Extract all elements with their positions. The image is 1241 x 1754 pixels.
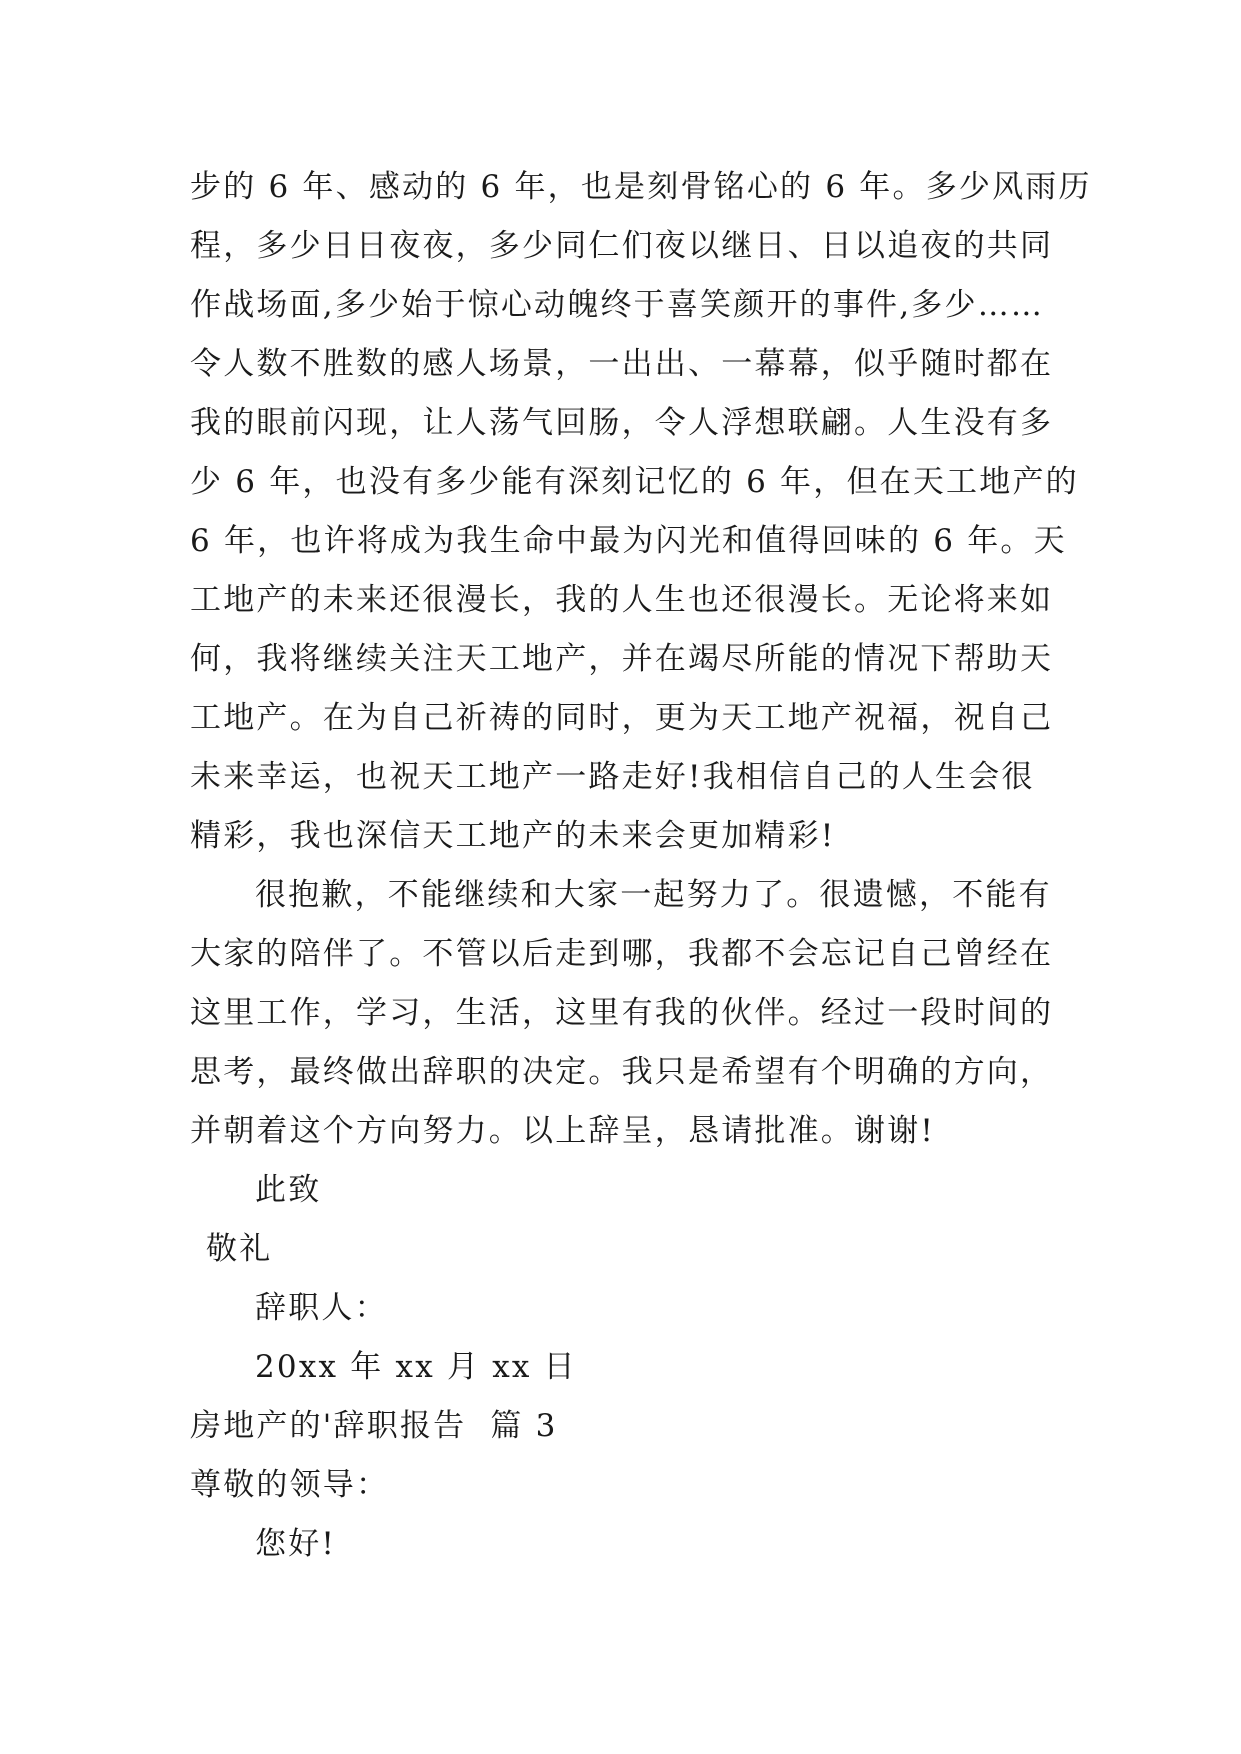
text-line: 步的 6 年、感动的 6 年，也是刻骨铭心的 6 年。多少风雨历 (190, 169, 1092, 205)
text-line: 工地产的未来还很漫长，我的人生也还很漫长。无论将来如 (190, 582, 1054, 618)
section-title: 房地产的'辞职报告 篇 3 (190, 1408, 558, 1444)
date-text: 20xx 年 xx 月 xx 日 (255, 1349, 577, 1385)
text-line: 精彩，我也深信天工地产的未来会更加精彩! (190, 818, 836, 854)
greeting-text: 尊敬的领导： (190, 1467, 390, 1503)
text-line: 很抱歉，不能继续和大家一起努力了。很遗憾，不能有 (255, 877, 1052, 913)
text-line: 何，我将继续关注天工地产，并在竭尽所能的情况下帮助天 (190, 641, 1054, 677)
text-line: 工地产。在为自己祈祷的同时，更为天工地产祝福，祝自己 (190, 700, 1054, 736)
text-line: 这里工作，学习，生活，这里有我的伙伴。经过一段时间的 (190, 995, 1054, 1031)
text-line: 令人数不胜数的感人场景，一出出、一幕幕，似乎随时都在 (190, 346, 1054, 382)
text-line: 并朝着这个方向努力。以上辞呈，恳请批准。谢谢! (190, 1113, 936, 1149)
closing-text: 此致 (255, 1172, 322, 1208)
salutation-text: 敬礼 (206, 1231, 273, 1267)
text-line: 思考，最终做出辞职的决定。我只是希望有个明确的方向， (190, 1054, 1054, 1090)
text-line: 大家的陪伴了。不管以后走到哪，我都不会忘记自己曾经在 (190, 936, 1054, 972)
text-line: 少 6 年，也没有多少能有深刻记忆的 6 年，但在天工地产的 (190, 464, 1079, 500)
text-line: 我的眼前闪现，让人荡气回肠，令人浮想联翩。人生没有多 (190, 405, 1054, 441)
text-line: 未来幸运，也祝天工地产一路走好!我相信自己的人生会很 (190, 759, 1035, 795)
text-line: 6 年，也许将成为我生命中最为闪光和值得回味的 6 年。天 (190, 523, 1067, 559)
text-line: 作战场面,多少始于惊心动魄终于喜笑颜开的事件,多少…… (190, 287, 1045, 323)
text-line: 程，多少日日夜夜，多少同仁们夜以继日、日以追夜的共同 (190, 228, 1054, 264)
signer-label: 辞职人： (255, 1290, 388, 1326)
hello-text: 您好! (255, 1526, 337, 1562)
